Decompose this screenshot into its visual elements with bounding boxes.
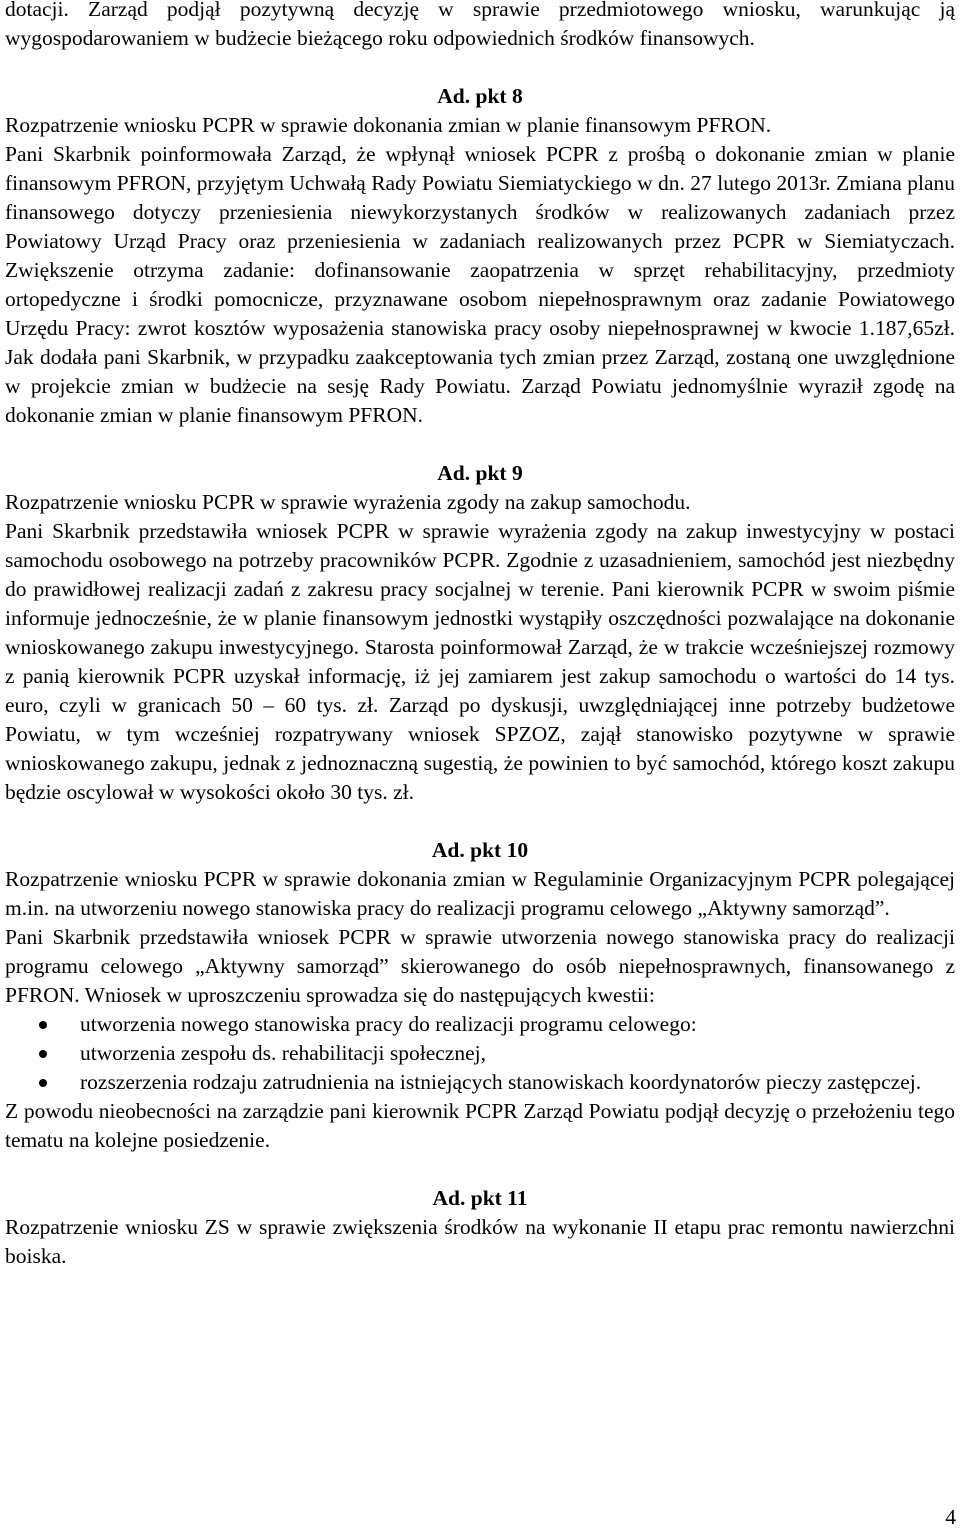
- section-body-pkt-10: Pani Skarbnik przedstawiła wniosek PCPR w sprawie utworzenia nowego stanowiska pracy do realizacji programu celowego „Aktywny samorząd” skierowanego do osób niepełnosprawnych, finansowanego z PFRON. Wniosek w uproszczeniu sprowadza się do następujących kwestii:: [5, 925, 955, 1007]
- list-item-text: utworzenia nowego stanowiska pracy do realizacji programu celowego:: [80, 1012, 697, 1036]
- section-subject-pkt-8: Rozpatrzenie wniosku PCPR w sprawie dokonania zmian w planie finansowym PFRON.: [5, 113, 772, 137]
- spacer: [5, 430, 955, 459]
- list-item: [5, 1010, 955, 1039]
- bullet-icon: [39, 1079, 47, 1087]
- bullet-list: [5, 1010, 955, 1097]
- section-heading-pkt-9: Ad. pkt 9: [437, 461, 523, 485]
- document-page: [5, 0, 955, 1271]
- page-number: 4: [945, 1505, 956, 1529]
- list-item: [5, 1068, 955, 1097]
- section-body-pkt-8: Pani Skarbnik poinformowała Zarząd, że wpłynął wniosek PCPR z prośbą o dokonanie zmian w planie finansowym PFRON, przyjętym Uchwałą Rady Powiatu Siemiatyckiego w dn. 27 lutego 2013r. Zmiana planu finansowego dotyczy przeniesienia niewykorzystanych środków w realizowanych zadaniach przez Powiatowy Urząd Pracy oraz przeniesienia w zadaniach realizowanych przez PCPR w Siemiatyczach. Zwiększenie otrzyma zadanie: dofinansowanie zaopatrzenia w sprzęt rehabilitacyjny, przedmioty ortopedyczne i środki pomocnicze, przyznawane osobom niepełnosprawnym oraz zadanie Powiatowego Urzędu Pracy: zwrot kosztów wyposażenia stanowiska pracy osoby niepełnosprawnej w kwocie 1.187,65zł. Jak dodała pani Skarbnik, w przypadku zaakceptowania tych zmian przez Zarząd, zostaną one uwzględnione w projekcie zmian w budżecie na sesję Rady Powiatu. Zarząd Powiatu jednomyślnie wyraził zgodę na dokonanie zmian w planie finansowym PFRON.: [5, 142, 955, 427]
- section-heading-pkt-8: Ad. pkt 8: [437, 84, 523, 108]
- list-item-text: rozszerzenia rodzaju zatrudnienia na istniejących stanowiskach koordynatorów pieczy zastępczej.: [80, 1070, 922, 1094]
- section-body-pkt-9: Pani Skarbnik przedstawiła wniosek PCPR w sprawie wyrażenia zgody na zakup inwestycyjny w postaci samochodu osobowego na potrzeby pracowników PCPR. Zgodnie z uzasadnieniem, samochód jest niezbędny do prawidłowej realizacji zadań z zakresu pracy socjalnej w terenie. Pani kierownik PCPR w swoim piśmie informuje jednocześnie, że w planie finansowym jednostki wystąpiły oszczędności pozwalające na dokonanie wnioskowanego zakupu inwestycyjnego. Starosta poinformował Zarząd, że w trakcie wcześniejszej rozmowy z panią kierownik PCPR uzyskał informację, iż jej zamiarem jest zakup samochodu o wartości do 14 tys. euro, czyli w granicach 50 – 60 tys. zł. Zarząd po dyskusji, uwzględniającej inne potrzeby budżetowe Powiatu, w tym wcześniej rozpatrywany wniosek SPZOZ, zajął stanowisko pozytywne w sprawie wnioskowanego zakupu, jednak z jednoznaczną sugestią, że powinien to być samochód, którego koszt zakupu będzie oscylował w wysokości około 30 tys. zł.: [5, 519, 955, 804]
- bullet-icon: [39, 1050, 47, 1058]
- section-subject-pkt-9: Rozpatrzenie wniosku PCPR w sprawie wyrażenia zgody na zakup samochodu.: [5, 490, 691, 514]
- section-subject-pkt-11: Rozpatrzenie wniosku ZS w sprawie zwiększenia środków na wykonanie II etapu prac remontu nawierzchni boiska.: [5, 1215, 955, 1268]
- section-closing-pkt-10: Z powodu nieobecności na zarządzie pani kierownik PCPR Zarząd Powiatu podjął decyzję o przełożeniu tego tematu na kolejne posiedzenie.: [5, 1099, 955, 1152]
- spacer: [5, 807, 955, 836]
- section-heading-pkt-11: Ad. pkt 11: [432, 1186, 528, 1210]
- spacer: [5, 53, 955, 82]
- section-subject-pkt-10: Rozpatrzenie wniosku PCPR w sprawie dokonania zmian w Regulaminie Organizacyjnym PCPR polegającej m.in. na utworzeniu nowego stanowiska pracy do realizacji programu celowego „Aktywny samorząd”.: [5, 867, 955, 920]
- intro-paragraph: dotacji. Zarząd podjął pozytywną decyzję w sprawie przedmiotowego wniosku, warunkując ją wygospodarowaniem w budżecie bieżącego roku odpowiednich środków finansowych.: [5, 0, 955, 50]
- bullet-icon: [39, 1021, 47, 1029]
- list-item-text: utworzenia zespołu ds. rehabilitacji społecznej,: [80, 1041, 486, 1065]
- list-item: [5, 1039, 955, 1068]
- spacer: [5, 1155, 955, 1184]
- section-heading-pkt-10: Ad. pkt 10: [431, 838, 529, 862]
